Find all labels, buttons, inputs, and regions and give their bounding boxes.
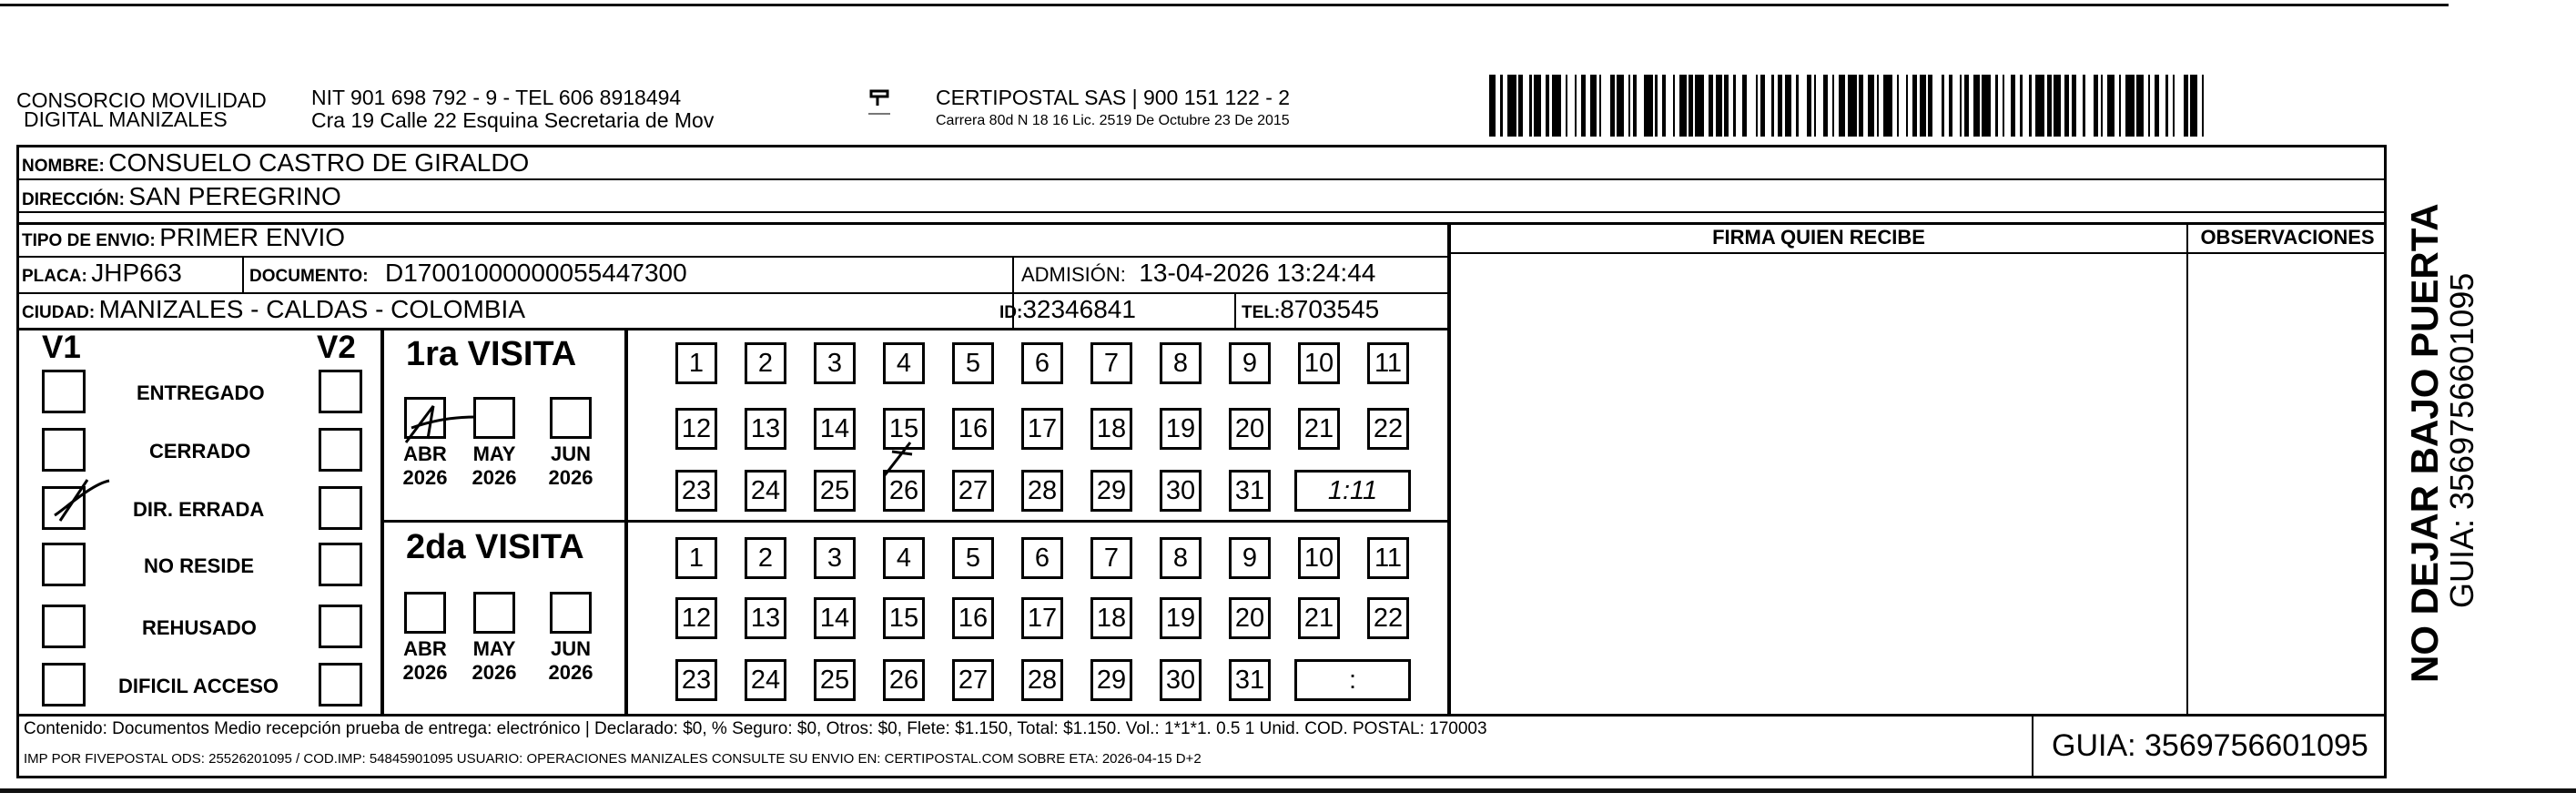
v2-header: V2 xyxy=(317,330,356,365)
nombre-label: NOMBRE: xyxy=(22,157,105,176)
status-label: CERRADO xyxy=(149,440,251,462)
first-visit-day-24[interactable]: 24 xyxy=(745,470,786,512)
first-visit-day-23[interactable]: 23 xyxy=(675,470,717,512)
ciudad-value: MANIZALES - CALDAS - COLOMBIA xyxy=(98,295,525,323)
second-visit-day-5[interactable]: 5 xyxy=(952,537,994,579)
second-visit-day-9[interactable]: 9 xyxy=(1229,537,1271,579)
first-visit-day-1[interactable]: 1 xyxy=(675,342,717,384)
month-label: MAY 2026 xyxy=(472,637,517,684)
first-visit-day-8[interactable]: 8 xyxy=(1160,342,1202,384)
nit-line: NIT 901 698 792 - 9 - TEL 606 8918494 xyxy=(311,86,682,109)
status-label: REHUSADO xyxy=(142,616,257,639)
first-visit-day-29[interactable]: 29 xyxy=(1090,470,1132,512)
first-visit-day-2[interactable]: 2 xyxy=(745,342,786,384)
status-label: DIFICIL ACCESO xyxy=(118,675,279,697)
carrier-line-1: CERTIPOSTAL SAS | 900 151 122 - 2 xyxy=(936,86,1291,109)
second-visit-day-23[interactable]: 23 xyxy=(675,659,717,701)
tipo-envio-value: PRIMER ENVIO xyxy=(159,223,346,251)
tipo-envio-label: TIPO DE ENVIO: xyxy=(22,231,156,250)
first-visit-day-4[interactable]: 4 xyxy=(883,342,925,384)
id-label: ID: xyxy=(999,303,1023,322)
first-visit-day-22[interactable]: 22 xyxy=(1367,408,1409,450)
second-visit-day-20[interactable]: 20 xyxy=(1229,597,1271,639)
first-visit-day-27[interactable]: 27 xyxy=(952,470,994,512)
address-line: Cra 19 Calle 22 Esquina Secretaria de Mov xyxy=(311,108,715,132)
documento-value: D17001000000055447300 xyxy=(385,259,687,287)
first-visit-day-13[interactable]: 13 xyxy=(745,408,786,450)
first-visit-day-3[interactable]: 3 xyxy=(814,342,856,384)
second-visit-day-19[interactable]: 19 xyxy=(1160,597,1202,639)
first-visit-day-6[interactable]: 6 xyxy=(1021,342,1063,384)
second-visit-day-24[interactable]: 24 xyxy=(745,659,786,701)
second-visit-day-12[interactable]: 12 xyxy=(675,597,717,639)
admision-value: 13-04-2026 13:24:44 xyxy=(1139,259,1376,287)
second-visit-day-22[interactable]: 22 xyxy=(1367,597,1409,639)
side-guia: GUIA: 3569756601095 xyxy=(2443,272,2480,608)
month-label: ABR 2026 xyxy=(402,637,448,684)
status-label: DIR. ERRADA xyxy=(133,498,265,521)
day-15-strike xyxy=(885,442,912,475)
first-visit-day-30[interactable]: 30 xyxy=(1160,470,1202,512)
first-visit-day-5[interactable]: 5 xyxy=(952,342,994,384)
first-visit-day-20[interactable]: 20 xyxy=(1229,408,1271,450)
v1-header: V1 xyxy=(42,330,81,365)
first-visit-day-7[interactable]: 7 xyxy=(1090,342,1132,384)
second-visit-day-6[interactable]: 6 xyxy=(1021,537,1063,579)
second-visit-day-1[interactable]: 1 xyxy=(675,537,717,579)
placa-value: JHP663 xyxy=(91,259,182,287)
first-visit-day-28[interactable]: 28 xyxy=(1021,470,1063,512)
first-visit-day-26[interactable]: 26 xyxy=(883,470,925,512)
tel-value: 8703545 xyxy=(1280,295,1380,323)
first-visit-day-16[interactable]: 16 xyxy=(952,408,994,450)
second-visit-day-29[interactable]: 29 xyxy=(1090,659,1132,701)
first-visit-day-9[interactable]: 9 xyxy=(1229,342,1271,384)
month-label: JUN 2026 xyxy=(548,637,593,684)
first-visit-day-11[interactable]: 11 xyxy=(1367,342,1409,384)
observaciones-header: OBSERVACIONES xyxy=(2200,226,2375,249)
status-label: ENTREGADO xyxy=(137,381,265,404)
second-visit-day-15[interactable]: 15 xyxy=(883,597,925,639)
second-visit-day-2[interactable]: 2 xyxy=(745,537,786,579)
second-visit-day-27[interactable]: 27 xyxy=(952,659,994,701)
first-visit-day-12[interactable]: 12 xyxy=(675,408,717,450)
imp-line: IMP POR FIVEPOSTAL ODS: 25526201095 / COD.IMP: 54845901095 USUARIO: OPERACIONES MANIZALES CONSULTE SU ENVIO EN: CERTIPOSTAL.COM SOBRE ETA: 2026-04-15 D+2 xyxy=(24,751,1202,767)
first-visit-day-10[interactable]: 10 xyxy=(1298,342,1340,384)
first-visit-day-14[interactable]: 14 xyxy=(814,408,856,450)
carrier-line-2: Carrera 80d N 18 16 Lic. 2519 De Octubre 23 De 2015 xyxy=(936,113,1290,128)
second-visit-day-8[interactable]: 8 xyxy=(1160,537,1202,579)
guia-box: GUIA: 3569756601095 xyxy=(2052,728,2368,763)
documento-label: DOCUMENTO: xyxy=(249,267,369,286)
second-visit-day-31[interactable]: 31 xyxy=(1229,659,1271,701)
first-visit-day-18[interactable]: 18 xyxy=(1090,408,1132,450)
ciudad-label: CIUDAD: xyxy=(22,303,96,322)
first-visit-day-25[interactable]: 25 xyxy=(814,470,856,512)
v1-dir-errada-checkmark xyxy=(55,480,109,521)
second-visit-day-16[interactable]: 16 xyxy=(952,597,994,639)
firma-header: FIRMA QUIEN RECIBE xyxy=(1712,226,1925,249)
second-visit-title: 2da VISITA xyxy=(406,528,584,566)
month-label: MAY 2026 xyxy=(472,442,517,489)
second-visit-day-21[interactable]: 21 xyxy=(1298,597,1340,639)
second-visit-day-28[interactable]: 28 xyxy=(1021,659,1063,701)
second-visit-day-4[interactable]: 4 xyxy=(883,537,925,579)
second-visit-day-18[interactable]: 18 xyxy=(1090,597,1132,639)
second-visit-day-25[interactable]: 25 xyxy=(814,659,856,701)
direccion-value: SAN PEREGRINO xyxy=(128,182,341,210)
first-visit-day-17[interactable]: 17 xyxy=(1021,408,1063,450)
tel-label: TEL: xyxy=(1242,303,1281,322)
second-visit-day-10[interactable]: 10 xyxy=(1298,537,1340,579)
contenido-line: Contenido: Documentos Medio recepción prueba de entrega: electrónico | Declarado: $0, % Seguro: $0, Otros: $0, Flete: $1.150, Total: $1.150. Vol.: 1*1*1. 0.5 1 Unid. COD. POSTAL: 170003 xyxy=(24,719,1487,738)
second-visit-time-box[interactable]: : xyxy=(1294,659,1411,701)
admision-label: ADMISIÓN: xyxy=(1021,263,1126,286)
first-visit-day-19[interactable]: 19 xyxy=(1160,408,1202,450)
abr-checkmark xyxy=(406,406,475,442)
direccion-label: DIRECCIÓN: xyxy=(22,190,125,209)
second-visit-day-26[interactable]: 26 xyxy=(883,659,925,701)
first-visit-day-31[interactable]: 31 xyxy=(1229,470,1271,512)
first-visit-day-15[interactable]: 15 xyxy=(883,408,925,450)
id-value: 32346841 xyxy=(1022,295,1136,323)
company-line-1: CONSORCIO MOVILIDAD xyxy=(16,88,267,112)
status-label: NO RESIDE xyxy=(144,554,255,577)
second-visit-day-13[interactable]: 13 xyxy=(745,597,786,639)
month-label: ABR 2026 xyxy=(402,442,448,489)
first-visit-day-21[interactable]: 21 xyxy=(1298,408,1340,450)
company-line-2: DIGITAL MANIZALES xyxy=(24,107,228,131)
second-visit-day-17[interactable]: 17 xyxy=(1021,597,1063,639)
nombre-value: CONSUELO CASTRO DE GIRALDO xyxy=(108,148,530,177)
second-visit-day-30[interactable]: 30 xyxy=(1160,659,1202,701)
second-visit-day-3[interactable]: 3 xyxy=(814,537,856,579)
second-visit-day-7[interactable]: 7 xyxy=(1090,537,1132,579)
no-dejar-bajo-puerta: NO DEJAR BAJO PUERTA xyxy=(2403,203,2446,683)
first-visit-time-box[interactable]: 1:11 xyxy=(1294,470,1411,512)
month-label: JUN 2026 xyxy=(548,442,593,489)
second-visit-day-14[interactable]: 14 xyxy=(814,597,856,639)
second-visit-day-11[interactable]: 11 xyxy=(1367,537,1409,579)
first-visit-title: 1ra VISITA xyxy=(406,335,577,373)
placa-label: PLACA: xyxy=(22,267,87,286)
